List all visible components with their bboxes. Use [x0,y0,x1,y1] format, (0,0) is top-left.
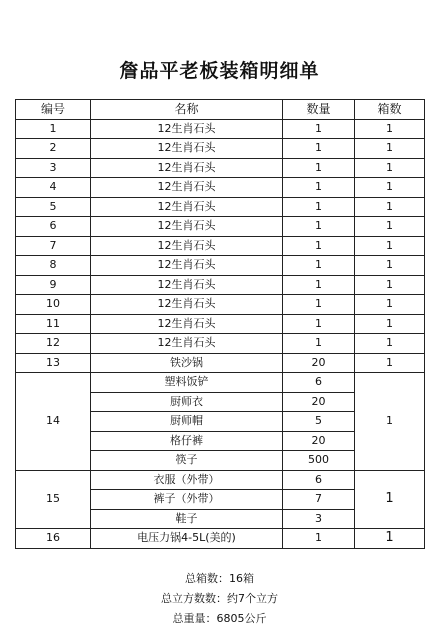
packing-list-table [15,99,425,549]
cell-name: 厨师帽 [91,412,283,432]
cell-quantity: 20 [283,392,355,412]
table-row [16,295,425,315]
cell-boxes: 1 [355,373,425,471]
table-row-group-15 [16,470,425,490]
cell-quantity: 1 [283,217,355,237]
cell-name: 12生肖石头 [91,158,283,178]
cell-name: 12生肖石头 [91,295,283,315]
cell-name: 鞋子 [91,509,283,529]
cell-number: 4 [16,178,91,198]
cell-quantity: 1 [283,314,355,334]
cell-name: 格仔裤 [91,431,283,451]
cell-number: 13 [16,353,91,373]
cell-boxes: 1 [355,139,425,159]
cell-name: 12生肖石头 [91,217,283,237]
cell-name: 筷子 [91,451,283,471]
cell-quantity: 1 [283,334,355,354]
cell-name: 12生肖石头 [91,334,283,354]
table-header-row [16,100,425,120]
cell-name: 塑料饭铲 [91,373,283,393]
cell-boxes: 1 [355,178,425,198]
table-row [16,529,425,549]
cell-name: 12生肖石头 [91,314,283,334]
cell-quantity: 7 [283,490,355,510]
cell-boxes: 1 [355,158,425,178]
cell-number: 10 [16,295,91,315]
cell-quantity: 1 [283,236,355,256]
cell-boxes: 1 [355,197,425,217]
cell-boxes: 1 [355,353,425,373]
cell-boxes: 1 [355,217,425,237]
cell-boxes: 1 [355,236,425,256]
cell-number: 9 [16,275,91,295]
cell-name: 厨师衣 [91,392,283,412]
table-row [16,256,425,276]
cell-number: 2 [16,139,91,159]
cell-boxes: 1 [355,119,425,139]
cell-quantity: 20 [283,353,355,373]
table-row [16,158,425,178]
cell-number: 6 [16,217,91,237]
cell-number: 3 [16,158,91,178]
cell-number: 5 [16,197,91,217]
cell-quantity: 500 [283,451,355,471]
table-row [16,197,425,217]
cell-quantity: 1 [283,197,355,217]
cell-boxes: 1 [355,334,425,354]
summary-total-boxes: 总箱数：16箱 [185,572,254,585]
cell-quantity: 6 [283,373,355,393]
cell-name: 12生肖石头 [91,256,283,276]
cell-number: 8 [16,256,91,276]
header-boxes: 箱数 [355,100,425,120]
header-quantity: 数量 [283,100,355,120]
cell-number: 14 [16,373,91,471]
cell-quantity: 1 [283,529,355,549]
cell-name: 衣服（外带） [91,470,283,490]
cell-quantity: 1 [283,158,355,178]
cell-name: 12生肖石头 [91,236,283,256]
cell-boxes: 1 [355,275,425,295]
cell-quantity: 1 [283,139,355,159]
cell-number: 16 [16,529,91,549]
cell-name: 12生肖石头 [91,139,283,159]
cell-quantity: 3 [283,509,355,529]
cell-name: 电压力锅4-5L(美的) [91,529,283,549]
header-name: 名称 [91,100,283,120]
document-title: 詹品平老板装箱明细单 [119,60,320,82]
cell-quantity: 1 [283,275,355,295]
cell-boxes: 1 [355,295,425,315]
table-row [16,314,425,334]
cell-quantity: 1 [283,178,355,198]
cell-quantity: 6 [283,470,355,490]
summary-total-weight: 总重量：6805公斤 [172,612,267,625]
table-row [16,178,425,198]
table-row [16,236,425,256]
cell-boxes: 1 [355,470,425,529]
cell-number: 12 [16,334,91,354]
table-row [16,275,425,295]
cell-boxes: 1 [355,529,425,549]
table-row-group-14 [16,373,425,393]
header-number: 编号 [16,100,91,120]
table-body [16,119,425,548]
cell-number: 11 [16,314,91,334]
table-row [16,353,425,373]
cell-number: 7 [16,236,91,256]
cell-quantity: 1 [283,295,355,315]
cell-quantity: 1 [283,119,355,139]
cell-quantity: 5 [283,412,355,432]
cell-name: 12生肖石头 [91,197,283,217]
cell-quantity: 20 [283,431,355,451]
table-row [16,139,425,159]
cell-boxes: 1 [355,256,425,276]
cell-name: 铁沙锅 [91,353,283,373]
summary-total-volume: 总立方数数：约7个立方 [161,592,278,605]
cell-quantity: 1 [283,256,355,276]
cell-number: 1 [16,119,91,139]
table-row [16,119,425,139]
cell-name: 12生肖石头 [91,178,283,198]
cell-number: 15 [16,470,91,529]
cell-name: 12生肖石头 [91,275,283,295]
table-row [16,334,425,354]
table-row [16,217,425,237]
cell-boxes: 1 [355,314,425,334]
cell-name: 12生肖石头 [91,119,283,139]
cell-name: 裤子（外带） [91,490,283,510]
